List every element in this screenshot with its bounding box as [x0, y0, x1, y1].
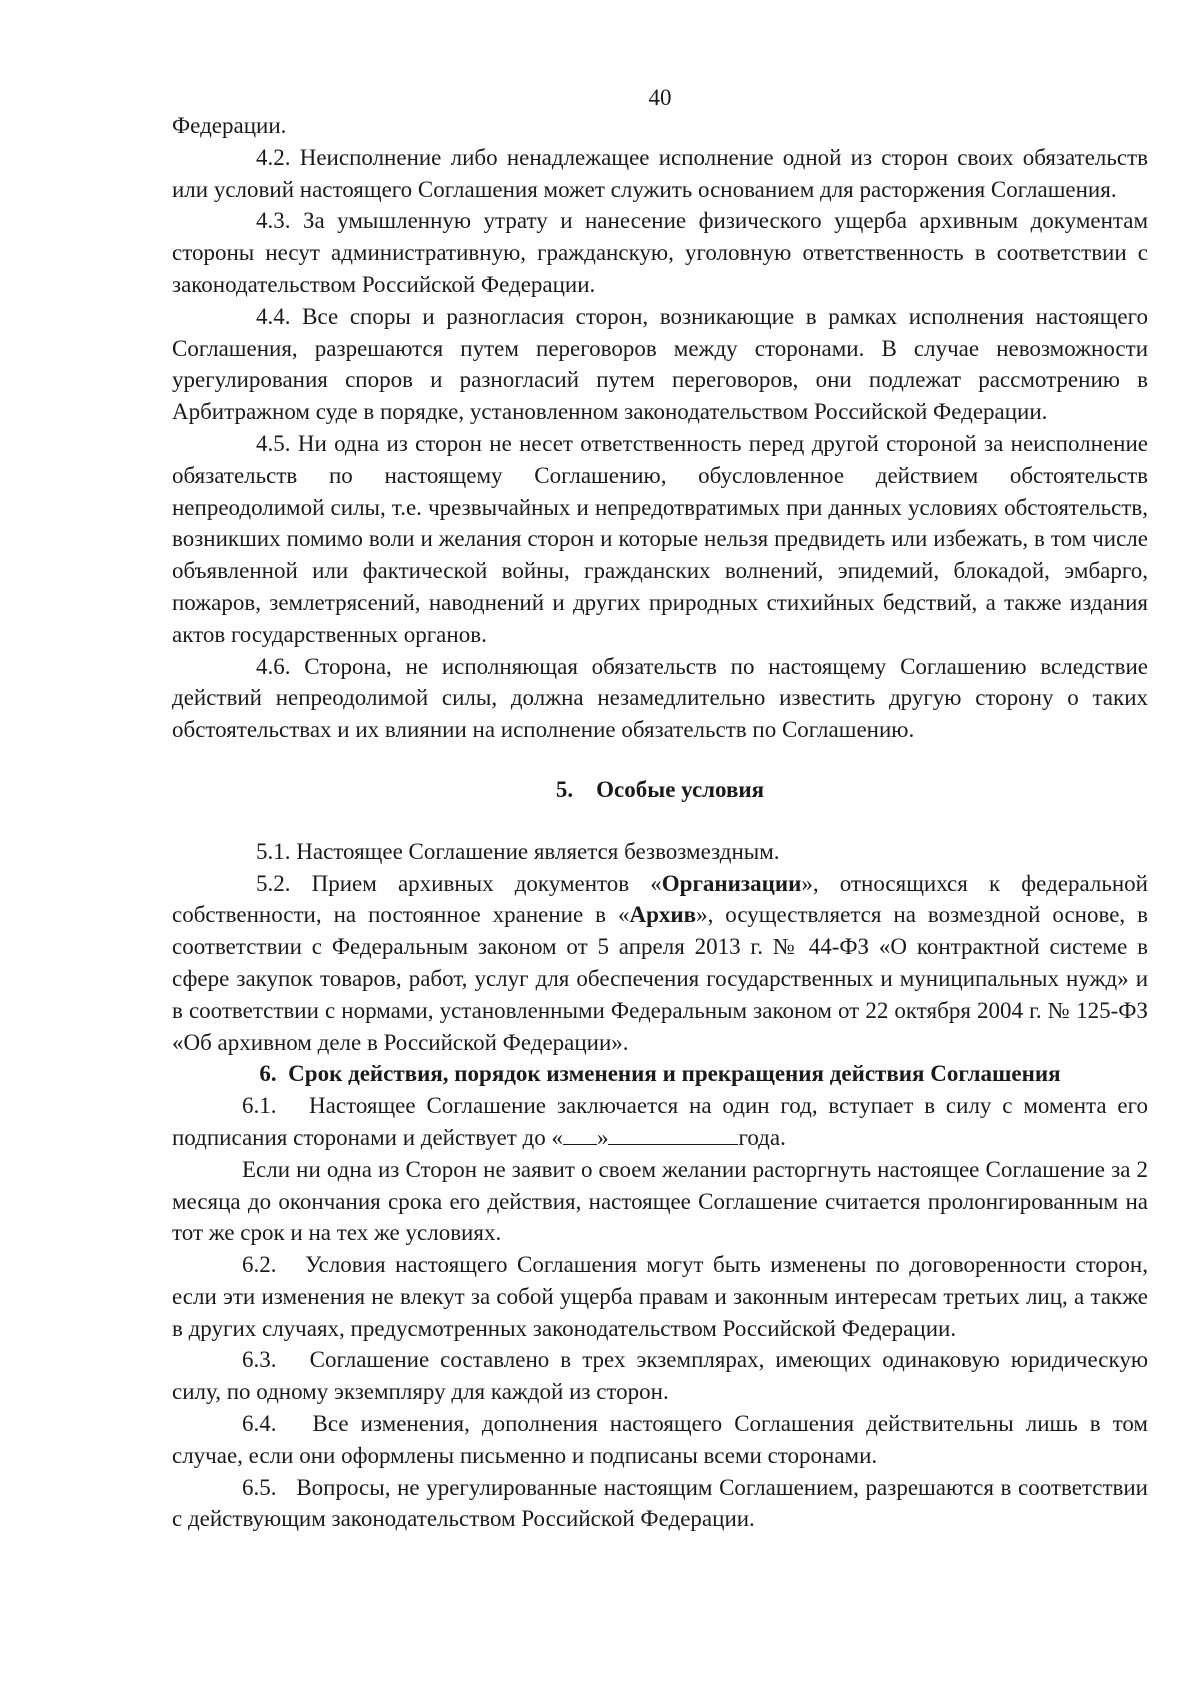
document-body [172, 110, 1154, 1535]
paragraph-4-3: 4.3. За умышленную утрату и нанесение физического ущерба архивным документам стороны несут административную, гражданскую, уголовную ответственность в соответствии с законодательством Российской Федерации. [172, 208, 1148, 297]
section-6-heading: 6. Срок действия, порядок изменения и прекращения действия Соглашения [259, 1061, 1061, 1087]
paragraph-4-5: 4.5. Ни одна из сторон не несет ответственность перед другой стороной за неисполнение обязательств по настоящему Соглашению, обусловленное действием обстоятельств непреодолимой силы, т.е. чрезвычайных и непредотвратимых при данных условиях обстоятельств, возникших помимо воли и желания сторон и которые нельзя предвидеть или избежать, в том числе объявленной или фактической войны, гражданских волнений, эпидемий, блокадой, эмбарго, пожаров, землетрясений, наводнений и других природных стихийных бедствий, а также издания актов государственных органов. [172, 430, 1148, 647]
paragraph-6-1 [172, 1090, 1154, 1154]
paragraph-4-4: 4.4. Все споры и разногласия сторон, возникающие в рамках исполнения настоящего Соглашения, разрешаются путем переговоров между сторонами. В случае невозможности урегулирования споров и разногласий путем переговоров, они подлежат рассмотрению в Арбитражном суде в порядке, установленном законодательством Российской Федерации. [172, 303, 1148, 425]
paragraph-4-6: 4.6. Сторона, не исполняющая обязательств по настоящему Соглашению вследствие действий непреодолимой силы, должна незамедлительно известить другую сторону о таких обстоятельствах и их влиянии на исполнение обязательств по Соглашению. [172, 653, 1148, 743]
month-blank-line [608, 1122, 738, 1145]
paragraph-5-2-part-b: », относящихся к федеральной собственности, на постоянное хранение в « [172, 870, 1148, 928]
paragraph-6-1-part-a: 6.1. Настоящее Соглашение заключается на один год, вступает в силу с момента его подписания сторонами и действует до « [172, 1093, 1154, 1150]
paragraph-federation-tail: Федерации. [172, 113, 287, 138]
archive-term: Архив [629, 902, 697, 928]
section-5-heading: 5. Особые условия [555, 776, 765, 802]
paragraph-6-5: 6.5. Вопросы, не урегулированные настоящим Соглашением, разрешаются в соответствии с действующим законодательством Российской Федерации. [172, 1474, 1154, 1532]
paragraph-5-1: 5.1. Настоящее Соглашение является безвозмездным. [256, 838, 780, 864]
paragraph-6-3: 6.3. Соглашение составлено в трех экземплярах, имеющих одинаковую юридическую силу, по одному экземпляру для каждой из сторон. [172, 1347, 1154, 1405]
paragraph-6-2: 6.2. Условия настоящего Соглашения могут быть изменены по договоренности сторон, если эти изменения не влекут за собой ущерба правам и законным интересам третьих лиц, а также в других случаях, предусмотренных законодательством Российской Федерации. [172, 1252, 1154, 1341]
paragraph-6-1-prolongation: Если ни одна из Сторон не заявит о своем желании расторгнуть настоящее Соглашение за 2 месяца до окончания срока его действия, настоящее Соглашение считается пролонгированным на тот же срок и на тех же условиях. [172, 1156, 1148, 1246]
paragraph-5-2-part-a: 5.2. Прием архивных документов « [256, 870, 662, 896]
paragraph-6-1-part-b: » [596, 1124, 609, 1150]
paragraph-6-1-part-c: года. [738, 1124, 786, 1150]
paragraph-5-2 [172, 868, 1148, 1059]
paragraph-6-4: 6.4. Все изменения, дополнения настоящего Соглашения действительны лишь в том случае, если они оформлены письменно и подписаны всеми сторонами. [172, 1411, 1154, 1468]
page-number: 40 [648, 85, 672, 110]
organization-term: Организации [661, 870, 802, 896]
day-blank-line [563, 1122, 597, 1145]
paragraph-5-2-part-c: », осуществляется на возмездной основе, в соответствии с Федеральным законом от 5 апреля 2013 г. № 44-ФЗ «О контрактной системе в сфере закупок товаров, работ, услуг для обеспечения государственных и муниципальных нужд» и в соответствии с нормами, установленными Федеральным законом от 22 октября 2004 г. № 125-ФЗ «Об архивном деле в Российской Федерации». [172, 902, 1148, 1055]
paragraph-4-2: 4.2. Неисполнение либо ненадлежащее исполнение одной из сторон своих обязательств или условий настоящего Соглашения может служить основанием для расторжения Соглашения. [172, 144, 1148, 202]
